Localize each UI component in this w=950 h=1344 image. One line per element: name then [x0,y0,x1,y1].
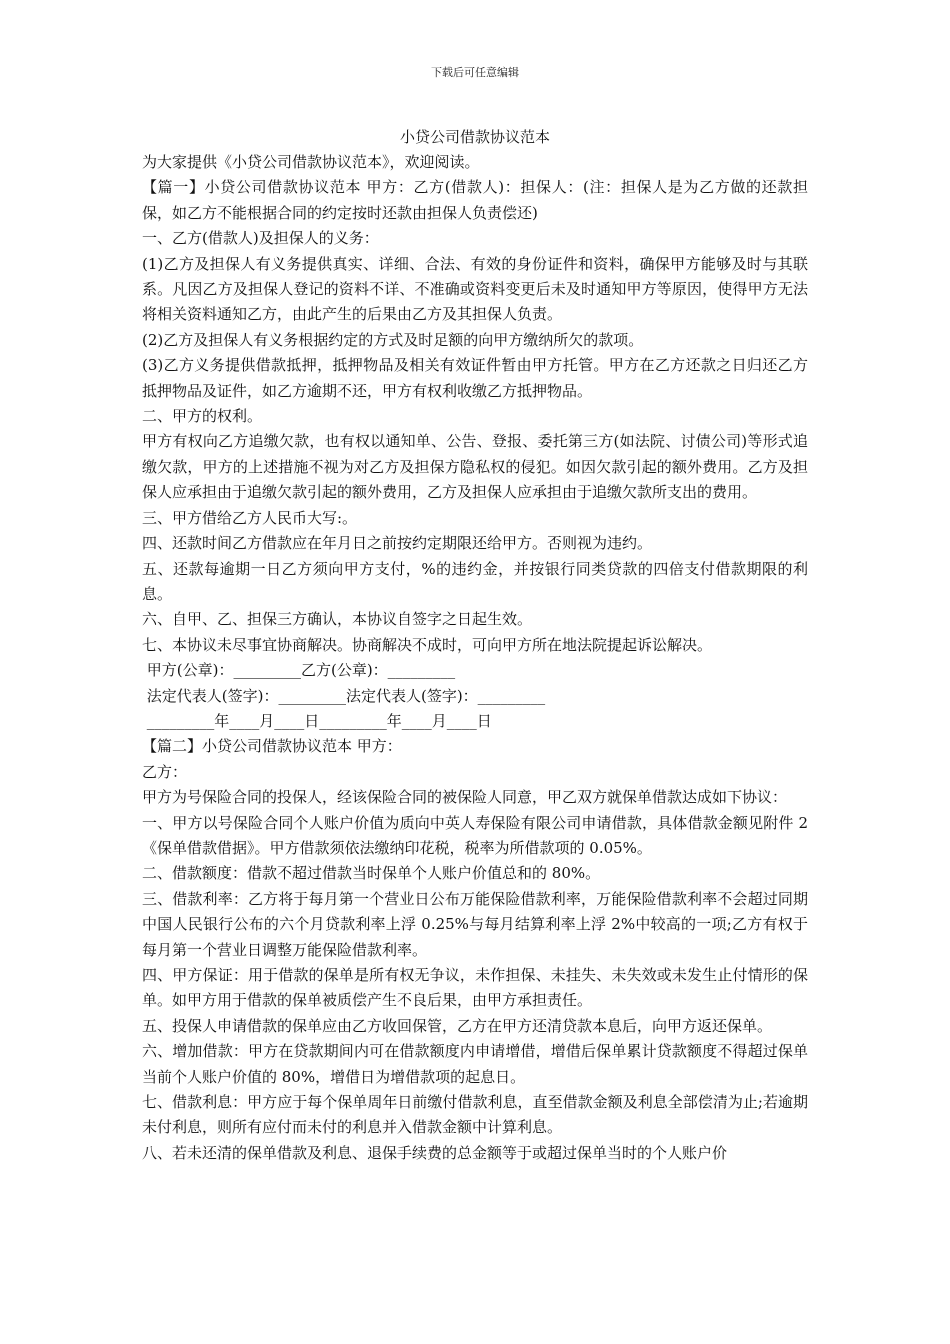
clause-paragraph: 三、借款利率：乙方将于每月第一个营业日公布万能保险借款利率，万能保险借款利率不会超过同期中国人民银行公布的六个月贷款利率上浮 0.25%与每月结算利率上浮 2%中较高的一项;乙方有权于每月第一个营业日调整万能保险借款利率。 [142,889,808,959]
clause-paragraph: (1)乙方及担保人有义务提供真实、详细、合法、有效的身份证件和资料，确保甲方能够及时与其联系。凡因乙方及担保人登记的资料不详、不准确或资料变更后未及时通知甲方等原因，使得甲方无法将相关资料通知乙方，由此产生的后果由乙方及其担保人负责。 [142,254,808,324]
clause-paragraph: 甲方有权向乙方追缴欠款，也有权以通知单、公告、登报、委托第三方(如法院、讨债公司)等形式追缴欠款，甲方的上述措施不视为对乙方及担保方隐私权的侵犯。如因欠款引起的额外费用。乙方及担保人应承担由于追缴欠款引起的额外费用，乙方及担保人应承担由于追缴欠款所支出的费用。 [142,432,808,502]
section-one-heading: 【篇一】小贷公司借款协议范本 甲方：乙方(借款人)：担保人：(注：担保人是为乙方做的还款担保，如乙方不能根据合同的约定按时还款由担保人负责偿还) [142,178,808,222]
signature-line: 甲方(公章)：_________乙方(公章)：_________ [142,661,456,680]
clause-paragraph: 甲方为号保险合同的投保人，经该保险合同的被保险人同意，甲乙双方就保单借款达成如下协议： [142,788,788,807]
clause-paragraph: 四、还款时间乙方借款应在年月日之前按约定期限还给甲方。否则视为违约。 [142,534,653,553]
clause-paragraph: 二、甲方的权利。 [142,407,263,426]
signature-line: 法定代表人(签字)：_________法定代表人(签字)：_________ [142,686,546,705]
clause-paragraph: 一、甲方以号保险合同个人账户价值为质向中英人寿保险有限公司申请借款，具体借款金额见附件 2《保单借款借据》。甲方借款须依法缴纳印花税，税率为所借款项的 0.05%。 [142,813,808,857]
clause-paragraph: 五、投保人申请借款的保单应由乙方收回保管，乙方在甲方还清贷款本息后，向甲方返还保单。 [142,1016,773,1035]
clause-paragraph: 五、还款每逾期一日乙方须向甲方支付，%的违约金，并按银行同类贷款的四倍支付借款期限的利息。 [142,559,808,603]
clause-paragraph: 二、借款额度：借款不超过借款当时保单个人账户价值总和的 80%。 [142,864,601,883]
clause-paragraph: 七、借款利息：甲方应于每个保单周年日前缴付借款利息，直至借款金额及利息全部偿清为止;若逾期未付利息，则所有应付而未付的利息并入借款金额中计算利息。 [142,1093,808,1137]
clause-paragraph: 八、若未还清的保单借款及利息、退保手续费的总金额等于或超过保单当时的个人账户价 [142,1143,728,1162]
clause-paragraph: 四、甲方保证：用于借款的保单是所有权无争议，未作担保、未挂失、未失效或未发生止付情形的保单。如甲方用于借款的保单被质偿产生不良后果，由甲方承担责任。 [142,966,808,1010]
clause-paragraph: 一、乙方(借款人)及担保人的义务： [142,229,379,248]
date-line: _________年____月____日_________年____月____日 [142,711,492,730]
page-header: 下载后可任意编辑 [431,66,519,79]
section-two-heading: 【篇二】小贷公司借款协议范本 甲方： [142,737,402,756]
intro-paragraph: 为大家提供《小贷公司借款协议范本》，欢迎阅读。 [142,153,480,171]
clause-paragraph: 六、自甲、乙、担保三方确认，本协议自签字之日起生效。 [142,610,533,629]
document-body [142,150,808,1166]
document-title: 小贷公司借款协议范本 [399,128,550,146]
clause-paragraph: (2)乙方及担保人有义务根据约定的方式及时足额的向甲方缴纳所欠的款项。 [142,330,644,349]
clause-paragraph: 七、本协议未尽事宜协商解决。协商解决不成时，可向甲方所在地法院提起诉讼解决。 [142,635,713,654]
clause-paragraph: (3)乙方义务提供借款抵押，抵押物品及相关有效证件暂由甲方托管。甲方在乙方还款之日归还乙方抵押物品及证件，如乙方逾期不还，甲方有权利收缴乙方抵押物品。 [142,356,808,400]
clause-paragraph: 三、甲方借给乙方人民币大写:。 [142,508,358,527]
party-line: 乙方： [142,762,188,781]
clause-paragraph: 六、增加借款：甲方在贷款期间内可在借款额度内申请增借，增借后保单累计贷款额度不得超过保单当前个人账户价值的 80%，增借日为增借款项的起息日。 [142,1042,808,1086]
